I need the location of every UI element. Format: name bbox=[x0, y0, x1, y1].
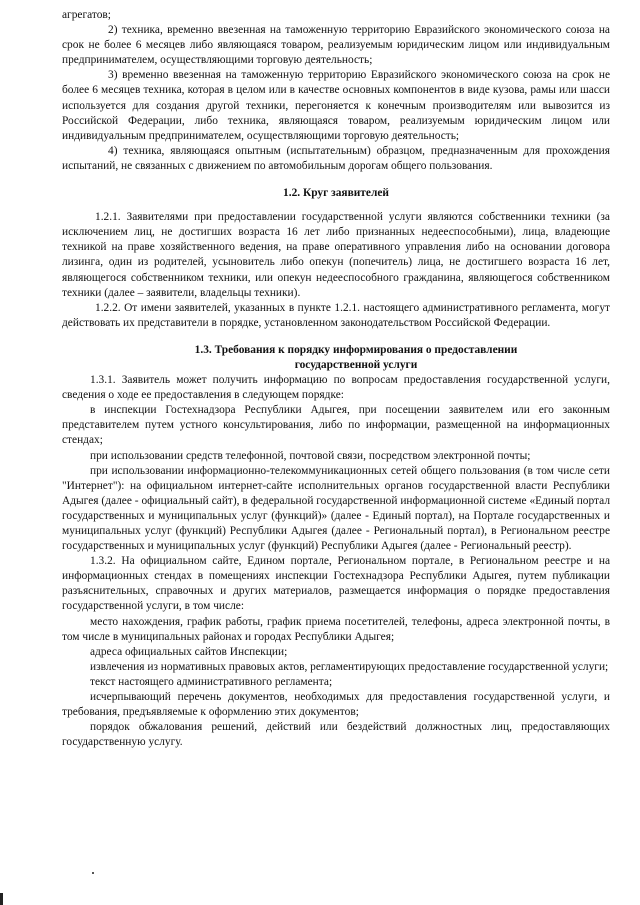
paragraph: 1.3.1. Заявитель может получить информацию по вопросам предоставления государственной услуги, сведения о ходе ее предоставления в следующем порядке: bbox=[62, 374, 610, 402]
scan-speck bbox=[92, 872, 94, 874]
list-item: извлечения из нормативных правовых актов, регламентирующих предоставление государственной услуги; bbox=[90, 660, 609, 673]
list-item: адреса официальных сайтов Инспекции; bbox=[90, 645, 288, 658]
list-item: исчерпывающий перечень документов, необходимых для предоставления государственной услуги, и требования, предъявляемые к оформлению этих документов; bbox=[62, 691, 610, 719]
paragraph: 3) временно ввезенная на таможенную территорию Евразийского экономического союза на срок не более 6 месяцев техника, которая в целом или в качестве основных компонентов в виде кузова, рамы или шасси используется для создания другой техники, перегоняется к конечным производителям или вывозится из Российской Федерации, либо техника, являющаяся товаром, реализуемым юридическим лицом или индивидуальным предпринимателем, осуществляющими торговую деятельность; bbox=[62, 69, 610, 142]
paragraph: 2) техника, временно ввезенная на таможенную территорию Евразийского экономического союза на срок не более 6 месяцев либо являющаяся товаром, реализуемым юридическим лицом или индивидуальным предпринимателем, осуществляющими торговую деятельность; bbox=[62, 24, 610, 67]
section-heading-1-3: 1.3. Требования к порядку информирования о предоставлении bbox=[194, 343, 518, 356]
section-heading-1-3-line2: государственной услуги bbox=[294, 358, 418, 371]
paragraph: 4) техника, являющаяся опытным (испытательным) образцом, предназначенным для прохождения испытаний, не связанных с движением по автомобильным дорогам общего пользования. bbox=[62, 144, 610, 172]
section-heading-1-2: 1.2. Круг заявителей bbox=[283, 187, 389, 200]
paragraph: агрегатов; bbox=[62, 9, 111, 21]
paragraph: при использовании информационно-телекоммуникационных сетей общего пользования (в том числе сети "Интернет"): на официальном интернет-сайте исполнительных органов государственной власти Республики Адыгея (далее - официальный сайт), в федеральной государственной информационной системе «Единый портал государственных и муниципальных услуг (функций)» (далее - Единый портал), на Портале государственных и муниципальных услуг (функций) Республики Адыгея (далее - Региональный портал), в Региональном реестре государственных и муниципальных услуг (функций) Республики Адыгея (далее - Региональный реестр). bbox=[62, 464, 610, 553]
list-item: место нахождения, график работы, график приема посетителей, телефоны, адреса электронной почты, в том числе в муниципальных районах и городах Республики Адыгея; bbox=[62, 615, 610, 643]
paragraph: 1.2.2. От имени заявителей, указанных в пункте 1.2.1. настоящего административного регламента, могут действовать их представители в порядке, установленном законодательством Российской Федерации. bbox=[62, 301, 610, 329]
paragraph: при использовании средств телефонной, почтовой связи, посредством электронной почты; bbox=[90, 449, 531, 462]
paragraph: в инспекции Гостехнадзора Республики Адыгея, при посещении заявителем или его законным представителем путем устного консультирования, либо по информации, размещенной на информационных стендах; bbox=[62, 404, 610, 447]
list-item: порядок обжалования решений, действий или бездействий должностных лиц, предоставляющих государственную услугу. bbox=[62, 721, 610, 749]
scan-edge-mark bbox=[0, 893, 3, 905]
document-body bbox=[62, 8, 610, 750]
paragraph: 1.3.2. На официальном сайте, Едином портале, Региональном портале, в Региональном реестре и на информационных стендах в помещениях инспекции Гостехнадзора Республики Адыгея, путем публикации разъяснительных, справочных и других материалов, размещается информация о порядке предоставления государственной услуги, в том числе: bbox=[62, 555, 610, 613]
paragraph: 1.2.1. Заявителями при предоставлении государственной услуги являются собственники техники (за исключением лиц, не достигших возраста 16 лет либо признанных недееспособными), лица, владеющие техникой на праве хозяйственного ведения, на праве оперативного управления либо на основании договора лизинга, один из родителей, усыновитель либо опекун (попечитель) лица, не достигшего возраста 16 лет, являющегося собственником техники, или опекун недееспособного гражданина, являющегося собственником техники (далее – заявители, владельцы техники). bbox=[62, 211, 610, 299]
list-item: текст настоящего административного регламента; bbox=[90, 675, 333, 688]
